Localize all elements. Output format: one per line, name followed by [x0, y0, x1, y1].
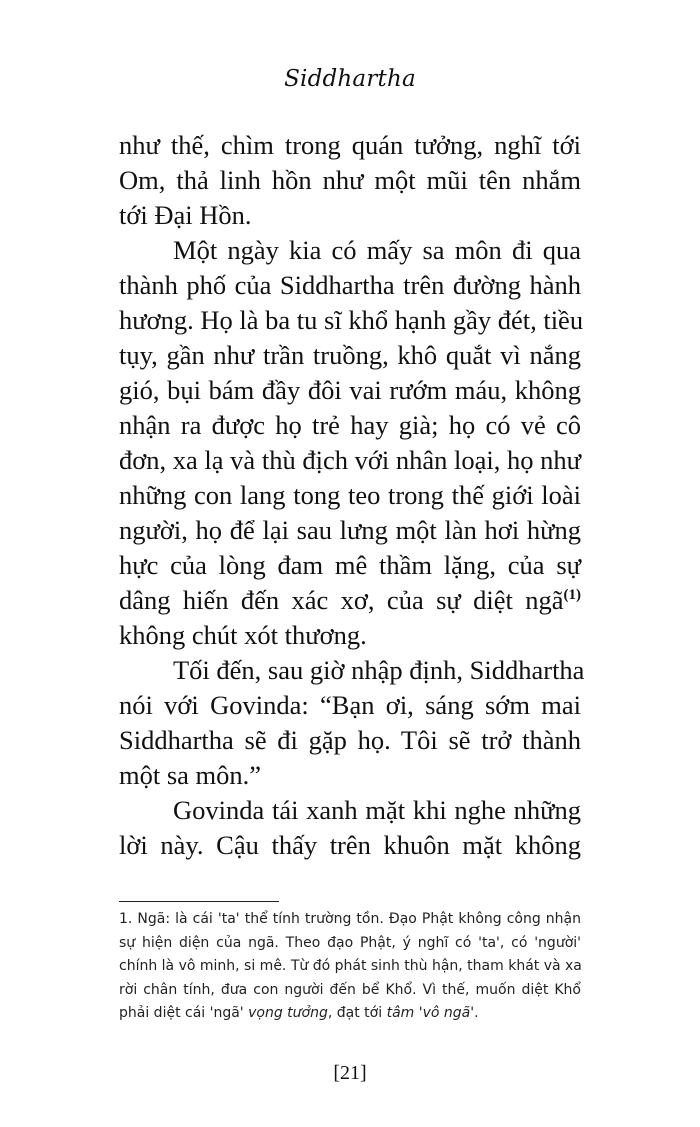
text-line: người, họ để lại sau lưng một làn hơi hừng	[119, 515, 581, 545]
text-line: gió, bụi bám đầy đôi vai rướm máu, không	[119, 375, 581, 405]
footnote	[119, 908, 581, 1026]
footnote-line: rời chân tính, đưa con người đến bể Khổ. Vì thế, muốn diệt Khổ	[119, 981, 581, 998]
text-line: một sa môn.”	[119, 760, 262, 790]
text-line: Siddhartha sẽ đi gặp họ. Tôi sẽ trở thành	[119, 725, 581, 755]
footnote-line: 1. Ngã: là cái 'ta' thể tính trường tồn. Đạo Phật không công nhận	[119, 911, 581, 927]
footnote-line: chính là vô minh, si mê. Từ đó phát sinh thù hận, tham khát và xa	[119, 958, 582, 974]
footnote-line: sự hiện diện của ngã. Theo đạo Phật, ý nghĩ có 'ta', có 'người'	[119, 934, 581, 951]
text-line: tới Đại Hồn.	[119, 200, 252, 230]
footnote-divider	[119, 901, 279, 902]
footnote-line	[119, 1002, 581, 1026]
footnote-italic: vọng tưởng	[248, 1005, 328, 1021]
text-line: nói với Govinda: “Bạn ơi, sáng sớm mai	[119, 690, 581, 720]
footnote-fragment: phải diệt cái 'ngã'	[119, 1005, 249, 1021]
text-fragment: dâng hiến đến xác xơ, của sự diệt ngã	[119, 585, 564, 615]
running-head: Siddhartha	[284, 66, 416, 92]
footnote-italic: tâm 'vô ngã'	[386, 1005, 475, 1021]
page-number: [21]	[333, 1062, 367, 1084]
paragraph-start-line: Một ngày kia có mấy sa môn đi qua	[173, 235, 581, 265]
text-line: như thế, chìm trong quán tưởng, nghĩ tới	[119, 130, 581, 160]
text-line: những con lang tong teo trong thế giới loài	[119, 480, 581, 510]
text-line: hương. Họ là ba tu sĩ khổ hạnh gầy đét, tiều	[119, 305, 584, 335]
text-line: thành phố của Siddhartha trên đường hành	[119, 270, 581, 300]
text-line: nhận ra được họ trẻ hay già; họ có vẻ cô	[119, 410, 581, 440]
paragraph-start-line: Tối đến, sau giờ nhập định, Siddhartha	[173, 655, 585, 685]
footnote-marker[interactable]: (1)	[563, 587, 581, 603]
text-line: không chút xót thương.	[119, 620, 367, 650]
footnote-fragment: .	[474, 1005, 479, 1021]
text-line: lời này. Cậu thấy trên khuôn mặt không	[119, 830, 581, 860]
text-line: hực của lòng đam mê thầm lặng, của sự	[119, 550, 581, 580]
body-text	[119, 128, 585, 863]
footnote-fragment: , đạt tới	[327, 1005, 387, 1021]
paragraph-start-line: Govinda tái xanh mặt khi nghe những	[173, 795, 581, 825]
text-line: Om, thả linh hồn như một mũi tên nhắm	[119, 165, 581, 195]
text-line: đơn, xa lạ và thù địch với nhân loại, họ như	[119, 445, 581, 475]
text-line: tụy, gần như trần truồng, khô quắt vì nắng	[119, 340, 581, 370]
text-line-with-footnote	[119, 583, 581, 618]
